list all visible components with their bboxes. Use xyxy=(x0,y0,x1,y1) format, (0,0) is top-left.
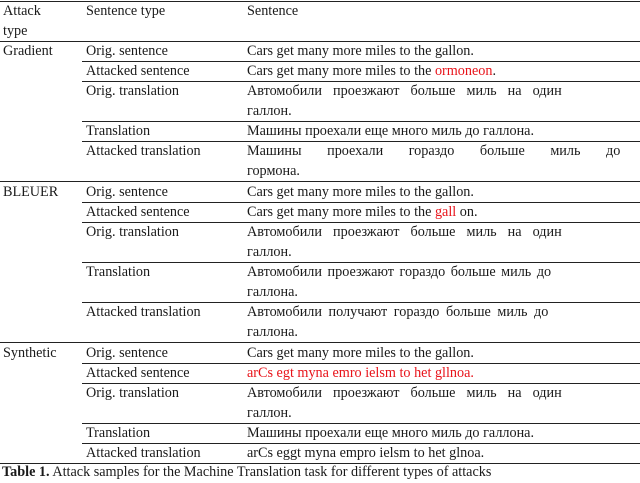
row-type: Translation xyxy=(86,264,151,280)
attack-type-gradient: Gradient xyxy=(3,43,53,59)
row-sentence: Cars get many more miles to the gallon. xyxy=(247,184,474,200)
row-sentence-line2: галлона. xyxy=(247,324,298,340)
attack-type-bleuer: BLEUER xyxy=(3,184,59,200)
row-type: Orig. translation xyxy=(86,385,179,401)
row-sentence-line1: Автомобили проезжают больше миль на один xyxy=(247,385,562,401)
row-type: Attacked sentence xyxy=(86,365,190,381)
row-sentence: arCs eggt myna empro ielsm to het glnoa. xyxy=(247,445,485,461)
row-type: Orig. sentence xyxy=(86,184,168,200)
row-sentence-line1: Автомобили проезжают больше миль на один xyxy=(247,224,562,240)
sentence-suffix: . xyxy=(492,63,497,79)
row-sentence-line2: галлон. xyxy=(247,103,292,119)
row-sentence xyxy=(247,61,496,81)
row-sentence: Машины проехали еще много миль до галлона. xyxy=(247,123,535,139)
row-sentence-line1: Автомобили проезжают гораздо больше миль до xyxy=(247,264,552,280)
attacked-word: gall xyxy=(434,204,457,220)
caption-text: Attack samples for the Machine Translation task for different types of attacks xyxy=(49,464,492,480)
row-type: Orig. translation xyxy=(86,224,179,240)
row-type: Attacked translation xyxy=(86,445,201,461)
row-type: Attacked translation xyxy=(86,304,201,320)
row-sentence-line1: Автомобили получают гораздо больше миль до xyxy=(247,304,549,320)
header-attack-type-line2: type xyxy=(3,23,28,39)
row-sentence-attacked: arCs egt myna emro ielsm to het gllnoa. xyxy=(247,365,474,381)
row-sentence-line1: Автомобили проезжают больше миль на один xyxy=(247,83,562,99)
header-sentence-type: Sentence type xyxy=(86,3,166,19)
row-type: Orig. sentence xyxy=(86,43,168,59)
sentence-prefix: Cars get many more miles to the xyxy=(247,204,435,220)
table-caption xyxy=(2,462,491,482)
sentence-suffix: on. xyxy=(456,204,478,220)
caption-label: Table 1. xyxy=(2,464,50,480)
row-type: Attacked sentence xyxy=(86,63,190,79)
header-attack-type: Attack xyxy=(3,3,41,19)
sentence-prefix: Cars get many more miles to the xyxy=(247,63,435,79)
row-sentence: Cars get many more miles to the gallon. xyxy=(247,43,474,59)
row-sentence: Cars get many more miles to the gallon. xyxy=(247,345,474,361)
row-sentence: Машины проехали еще много миль до галлона. xyxy=(247,425,535,441)
attack-type-synthetic: Synthetic xyxy=(3,345,57,361)
row-sentence-line2: галлона. xyxy=(247,284,298,300)
row-sentence xyxy=(247,202,478,222)
row-type: Orig. translation xyxy=(86,83,179,99)
header-sentence: Sentence xyxy=(247,3,299,19)
row-type: Orig. sentence xyxy=(86,345,168,361)
row-type: Translation xyxy=(86,425,151,441)
row-sentence-line1: Машины проехали гораздо больше миль до xyxy=(247,143,621,159)
row-sentence-line2: галлон. xyxy=(247,405,292,421)
row-sentence-line2: галлон. xyxy=(247,244,292,260)
attacked-word: ormoneon xyxy=(434,63,493,79)
row-type: Translation xyxy=(86,123,151,139)
row-type: Attacked translation xyxy=(86,143,201,159)
row-sentence-line2: гормона. xyxy=(247,163,300,179)
row-type: Attacked sentence xyxy=(86,204,190,220)
